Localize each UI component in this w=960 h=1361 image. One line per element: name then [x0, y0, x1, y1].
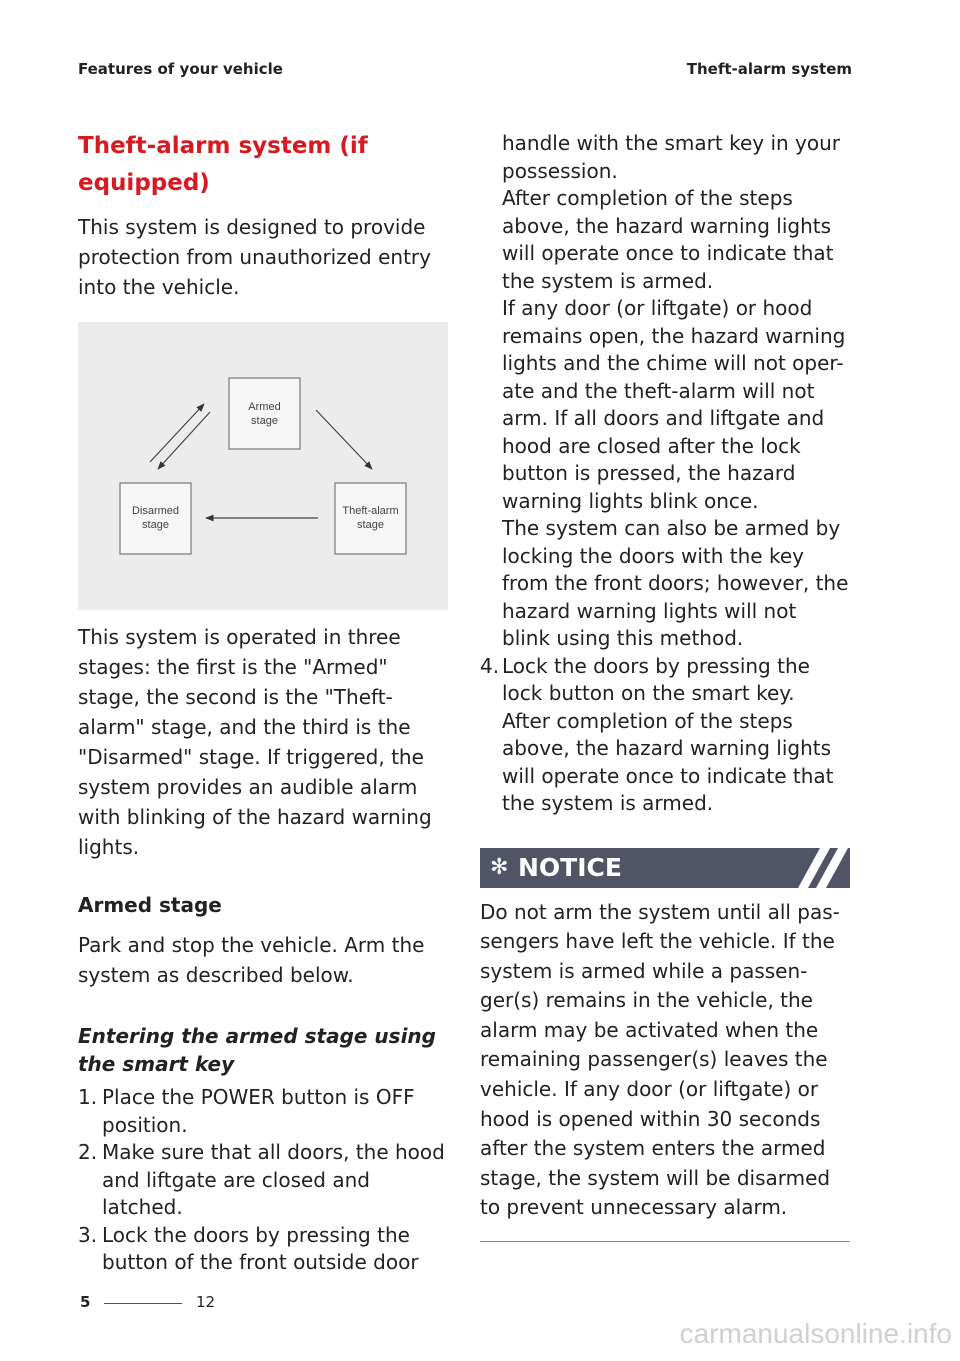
arrow-armed-to-theft	[316, 410, 372, 469]
notice-paragraph: Do not arm the system until all pas-sengers have left the vehicle. If the system is armed while a passen-ger(s) remains in the vehicle, the alarm may be activated when the remaining passenger(s) leaves the vehicle. If any door (or liftgate) or hood is opened within 30 seconds after the system enters the armed stage, the system will be disarmed to prevent unnecessary alarm.	[480, 899, 840, 1220]
step-number: 3.	[78, 1222, 98, 1247]
step3-open-door-text: If any door (or liftgate) or hood remains open, the hazard warning lights and the chime will not oper-ate and the theft-alarm will not arm. If all doors and liftgate and hood are closed after the lock button is pressed, the hazard warning lights blink once.	[502, 296, 846, 513]
armed-stage-paragraph: Park and stop the vehicle. Arm the system as described below.	[78, 933, 425, 987]
arrow-disarmed-to-armed	[150, 404, 204, 462]
list-item	[480, 653, 850, 818]
footer-page-number: 12	[196, 1293, 216, 1311]
notice-banner	[480, 848, 850, 888]
step4-after-text: After completion of the steps above, the hazard warning lights will operate once to indicate that the system is armed.	[502, 708, 834, 815]
armed-label-1: Armed	[248, 401, 281, 413]
section-title-line2: equipped)	[78, 170, 210, 196]
footer-section-number: 5	[80, 1293, 91, 1311]
entering-armed-heading: Entering the armed stage using the smart key	[78, 1024, 436, 1076]
running-header-chapter: Features of your vehicle	[78, 60, 283, 78]
footer-divider	[104, 1303, 182, 1304]
theft-label-1: Theft-alarm	[342, 505, 399, 517]
theft-label-2: stage	[357, 519, 384, 531]
watermark: carmanualsonline.info	[679, 1318, 952, 1349]
step-text: Make sure that all doors, the hood and liftgate are closed and latched.	[102, 1140, 445, 1219]
step-text: Lock the doors by pressing the button of the front outside door	[102, 1222, 419, 1274]
intro-paragraph: This system is designed to provide protection from unauthorized entry into the vehicle.	[78, 215, 431, 299]
stage-diagram-svg	[78, 322, 448, 610]
armed-stage-box	[229, 378, 300, 449]
step3-key-text: The system can also be armed by locking the doors with the key from the front doors; however, the hazard warning lights will not blink using this method.	[502, 516, 849, 650]
notice-title: NOTICE	[518, 852, 622, 882]
list-item	[78, 1222, 450, 1277]
stage-diagram	[78, 322, 448, 610]
list-item	[78, 1084, 450, 1139]
stages-paragraph: This system is operated in three stages: the first is the "Armed" stage, the second is the "Theft-alarm" stage, and the third is the "Disarmed" stage. If triggered, the system provides an audible alarm with blinking of the hazard warning lights.	[78, 625, 432, 859]
section-title	[78, 128, 450, 202]
step-number: 4.	[480, 653, 500, 678]
step3-continuation	[480, 130, 850, 653]
steps-list	[78, 1084, 450, 1277]
step-text: Lock the doors by pressing the lock button on the smart key.	[502, 653, 810, 705]
left-column	[78, 128, 450, 1277]
armed-label-2: stage	[251, 415, 278, 427]
section-title-line1: Theft-alarm system (if	[78, 133, 368, 159]
arrow-armed-to-disarmed	[158, 412, 210, 469]
asterisk-icon: ✻	[490, 854, 509, 880]
running-header-section: Theft-alarm system	[686, 60, 852, 78]
step3-cont-text: handle with the smart key in your possession.	[502, 131, 840, 183]
notice-divider	[480, 1241, 850, 1242]
disarmed-label-2: stage	[142, 519, 169, 531]
step3-after-text: After completion of the steps above, the hazard warning lights will operate once to indicate that the system is armed.	[502, 186, 834, 293]
disarmed-label-1: Disarmed	[131, 505, 180, 517]
right-column	[480, 130, 850, 1242]
double-slash-icon	[790, 848, 850, 888]
step-number: 1.	[78, 1085, 98, 1109]
list-item	[78, 1139, 450, 1222]
armed-stage-heading: Armed stage	[78, 893, 222, 917]
steps-list-continued	[480, 653, 850, 818]
step-text: Place the POWER button is OFF position.	[102, 1085, 415, 1137]
step-number: 2.	[78, 1140, 98, 1164]
